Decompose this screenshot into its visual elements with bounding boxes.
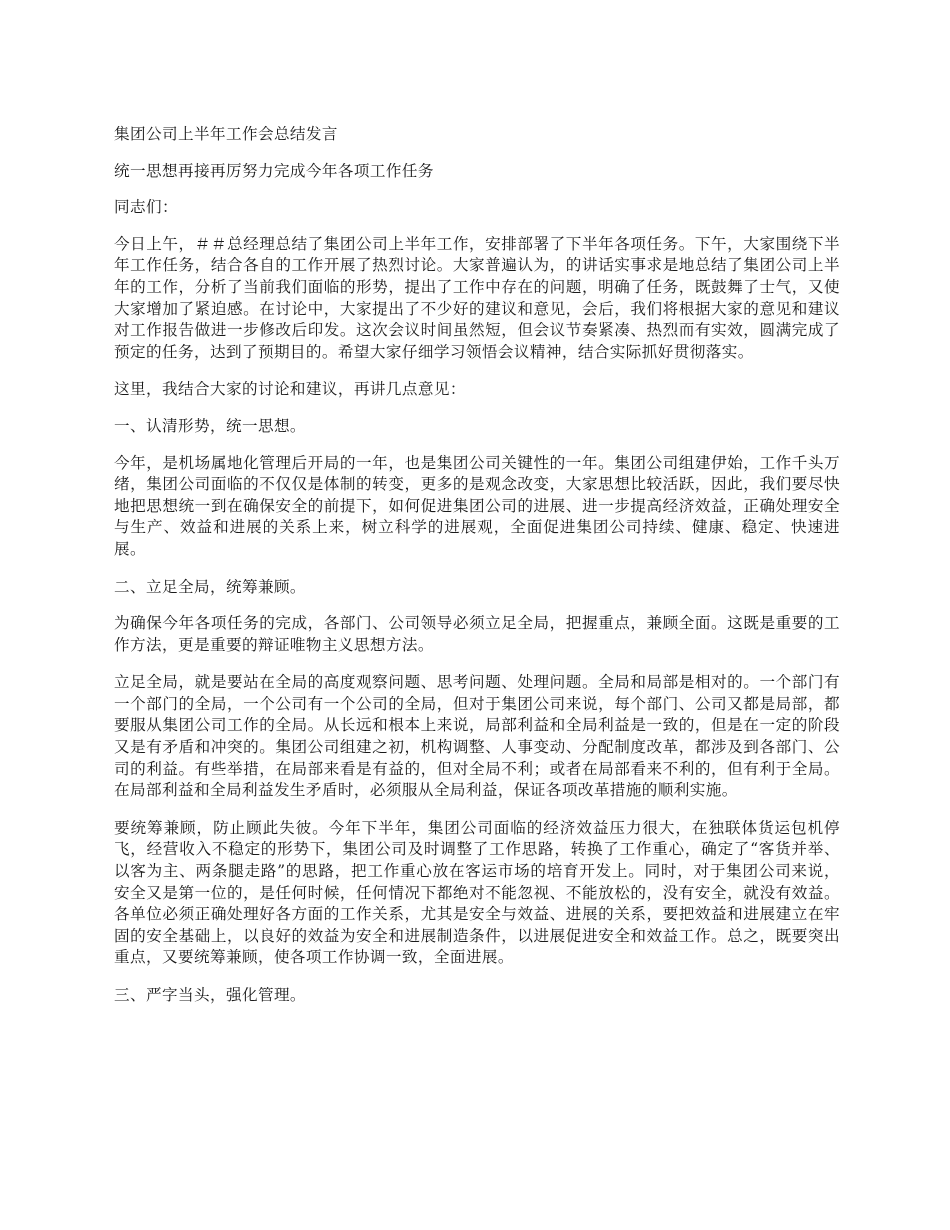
paragraph-opening: 今日上午，＃＃总经理总结了集团公司上半年工作，安排部署了下半年各项任务。下午，大家围绕下半年工作任务，结合各自的工作开展了热烈讨论。大家普遍认为，的讲话实事求是地总结了集团公司上半年的工作，分析了当前我们面临的形势，提出了工作中存在的问题，明确了任务，既鼓舞了士气，又使大家增加了紧迫感。在讨论中，大家提出了不少好的建议和意见，会后，我们将根据大家的意见和建议对工作报告做进一步修改后印发。这次会议时间虽然短，但会议节奏紧凑、热烈而有实效，圆满完成了预定的任务，达到了预期目的。希望大家仔细学习领悟会议精神，结合实际抓好贯彻落实。 [114, 234, 840, 361]
paragraph-section-2b: 立足全局，就是要站在全局的高度观察问题、思考问题、处理问题。全局和局部是相对的。一个部门有一个部门的全局，一个公司有一个公司的全局，但对于集团公司来说，每个部门、公司又都是局部，都要服从集团公司工作的全局。从长远和根本上来说，局部利益和全局利益是一致的，但是在一定的阶段又是有矛盾和冲突的。集团公司组建之初，机构调整、人事变动、分配制度改革，都涉及到各部门、公司的利益。有些举措，在局部来看是有益的，但对全局不利；或者在局部看来不利的，但有利于全局。在局部利益和全局利益发生矛盾时，必须服从全局利益，保证各项改革措施的顺利实施。 [114, 673, 840, 800]
section-heading-2: 二、立足全局，统筹兼顾。 [114, 577, 306, 596]
section-heading-3: 三、严字当头，强化管理。 [114, 986, 306, 1004]
document-subtitle: 统一思想再接再厉努力完成今年各项工作任务 [114, 161, 434, 180]
paragraph-section-2c: 要统筹兼顾，防止顾此失彼。今年下半年，集团公司面临的经济效益压力很大，在独联体货运包机停飞，经营收入不稳定的形势下，集团公司及时调整了工作思路，转换了工作重心，确定了“客货并举、以客为主、两条腿走路”的思路，把工作重心放在客运市场的培育开发上。同时，对于集团公司来说，安全又是第一位的，是任何时候，任何情况下都绝对不能忽视、不能放松的，没有安全，就没有效益。各单位必须正确处理好各方面的工作关系，尤其是安全与效益、进展的关系，要把效益和进展建立在牢固的安全基础上，以良好的效益为安全和进展制造条件，以进展促进安全和效益工作。总之，既要突出重点，又要统筹兼顾，使各项工作协调一致，全面进展。 [114, 818, 840, 967]
paragraph-section-2a: 为确保今年各项任务的完成，各部门、公司领导必须立足全局，把握重点，兼顾全面。这既是重要的工作方法，更是重要的辩证唯物主义思想方法。 [114, 614, 840, 654]
document-page [114, 124, 840, 1022]
document-title: 集团公司上半年工作会总结发言 [114, 125, 338, 143]
section-heading-1: 一、认清形势，统一思想。 [114, 416, 306, 435]
paragraph-intro: 这里，我结合大家的讨论和建议，再讲几点意见： [114, 380, 466, 399]
greeting: 同志们： [114, 198, 178, 217]
paragraph-section-1: 今年，是机场属地化管理后开局的一年，也是集团公司关键性的一年。集团公司组建伊始，工作千头万绪，集团公司面临的不仅仅是体制的转变，更多的是观念改变，大家思想比较活跃，因此，我们要尽快地把思想统一到在确保安全的前提下，如何促进集团公司的进展、进一步提高经济效益，正确处理安全与生产、效益和进展的关系上来，树立科学的进展观，全面促进集团公司持续、健康、稳定、快速进展。 [114, 453, 840, 558]
